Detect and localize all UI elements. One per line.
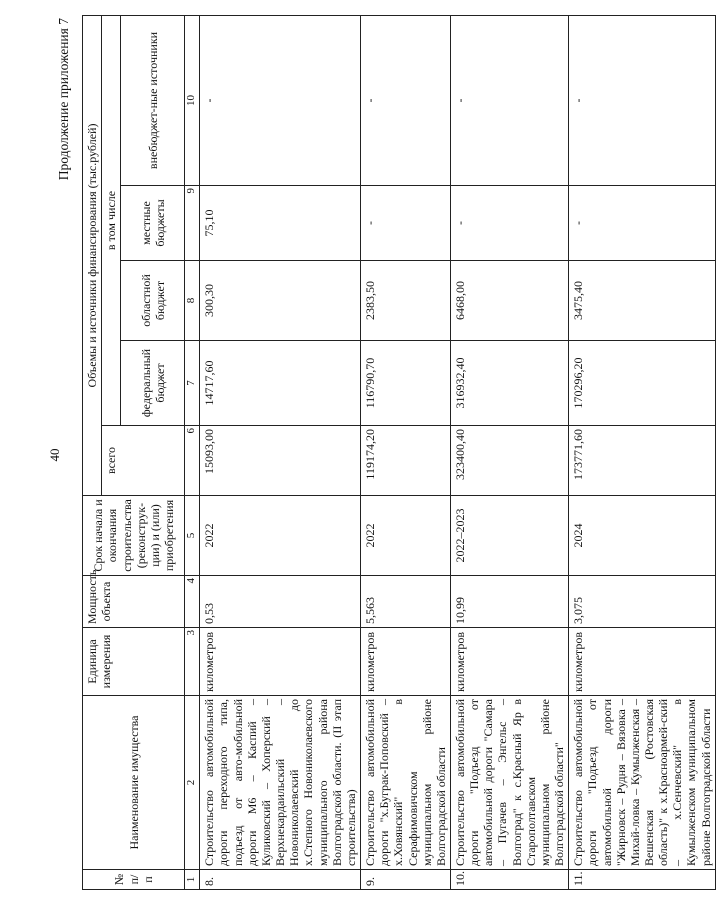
property-name: Строительство автомобильной дороги "х.Буграк-Поповский – х.Ховянский" в Серафимовичском муниципальном районе Волгоградской области	[361, 696, 451, 870]
extra: -	[450, 15, 568, 185]
local: -	[450, 186, 568, 261]
capacity: 0,53	[200, 576, 361, 628]
regional: 300,30	[200, 261, 361, 341]
property-table	[82, 15, 716, 890]
unit: километров	[569, 628, 716, 696]
header-unit: Единица измерения	[83, 628, 185, 696]
total: 15093,00	[200, 426, 361, 496]
extra: -	[200, 15, 361, 185]
federal: 170296,20	[569, 341, 716, 426]
federal: 14717,60	[200, 341, 361, 426]
header-local: местные бюджеты	[121, 186, 185, 261]
column-number: 10	[185, 15, 200, 185]
header-extra: внебюджет-ные источники	[121, 15, 185, 185]
header-financing: Объемы и источники финансирования (тыс.рублей)	[83, 15, 102, 495]
row-number: 10.	[450, 870, 568, 890]
column-number: 1	[185, 870, 200, 890]
federal: 316932,40	[450, 341, 568, 426]
column-number: 6	[185, 426, 200, 496]
column-number: 8	[185, 261, 200, 341]
row-number: 8.	[200, 870, 361, 890]
unit: километров	[361, 628, 451, 696]
row-number: 9.	[361, 870, 451, 890]
column-number: 2	[185, 696, 200, 870]
table-row	[200, 15, 361, 889]
row-number: 11.	[569, 870, 716, 890]
unit: километров	[200, 628, 361, 696]
header-regional: областной бюджет	[121, 261, 185, 341]
column-number: 3	[185, 628, 200, 696]
table-row	[361, 15, 451, 889]
extra: -	[361, 15, 451, 185]
property-name: Строительство автомобильной дороги "Подъезд от автомобильной дороги "Самара – Пугачев – Энгельс – Волгоград" к с.Красный Яр в Старополтавском муниципальном районе Волгоградской области"	[450, 696, 568, 870]
total: 323400,40	[450, 426, 568, 496]
capacity: 10,99	[450, 576, 568, 628]
period: 2022–2023	[450, 496, 568, 576]
column-number-row	[185, 15, 200, 889]
table-row	[450, 15, 568, 889]
table-row	[569, 15, 716, 889]
column-number: 7	[185, 341, 200, 426]
total: 119174,20	[361, 426, 451, 496]
column-number: 9	[185, 186, 200, 261]
local: -	[361, 186, 451, 261]
property-name: Строительство автомобильной дороги переходного типа, подъезд от авто-мобильной дороги М6 – Каспий – Куликовский – Хоперский – Верхнекардаильский – Новониколаевский до х.Степного Новониколаевского муниципального района Волгоградской области. (II этап строительства)	[200, 696, 361, 870]
regional: 2383,50	[361, 261, 451, 341]
period: 2024	[569, 496, 716, 576]
header-total: всего	[102, 426, 185, 496]
period: 2022	[200, 496, 361, 576]
header-row-1	[83, 15, 102, 889]
unit: километров	[450, 628, 568, 696]
page-number: 40	[47, 448, 62, 462]
regional: 6468,00	[450, 261, 568, 341]
local: 75,10	[200, 186, 361, 261]
federal: 116790,70	[361, 341, 451, 426]
continuation-caption: Продолжение приложения 7	[56, 18, 71, 181]
period: 2022	[361, 496, 451, 576]
rotated-page-content	[56, 16, 713, 890]
header-name: Наименование имущества	[83, 696, 185, 870]
column-number: 5	[185, 496, 200, 576]
header-capacity: Мощность объекта	[83, 576, 185, 628]
extra: -	[569, 15, 716, 185]
property-name: Строительство автомобильной дороги "Подъезд от автомобильной дороги "Жирновск – Рудня – Вязовка – Михай-ловка – Кумылженская – Вешенская (Ростовская область)" к х.Красноармей-ский – х.Сенчевский" в Кумылженском муниципальном районе Волгоградской области	[569, 696, 716, 870]
header-no: № п/п	[83, 870, 185, 890]
column-number: 4	[185, 576, 200, 628]
regional: 3475,40	[569, 261, 716, 341]
header-including: в том числе	[102, 15, 121, 425]
local: -	[569, 186, 716, 261]
total: 173771,60	[569, 426, 716, 496]
header-period: Срок начала и окончания строительства (реконструк-ции) и (или) приобретения	[83, 496, 185, 576]
header-federal: федеральный бюджет	[121, 341, 185, 426]
capacity: 3,075	[569, 576, 716, 628]
capacity: 5,563	[361, 576, 451, 628]
